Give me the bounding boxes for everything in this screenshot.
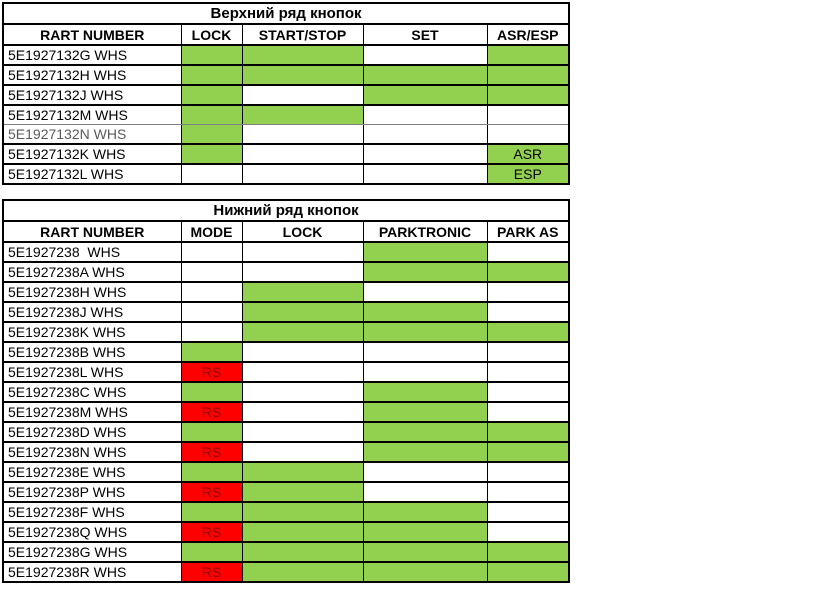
status-cell-lock[interactable] [242,322,363,342]
status-cell-start-stop[interactable] [242,125,363,145]
column-header-park-as: PARK AS [487,221,569,242]
status-cell-park-as[interactable] [487,342,569,362]
status-cell-set[interactable] [363,85,487,105]
status-cell-lock[interactable] [242,422,363,442]
table-row [3,322,569,342]
column-header-lock: LOCK [181,24,242,45]
status-cell-parktronic[interactable] [363,282,487,302]
status-cell-lock[interactable] [242,562,363,582]
table-row [3,144,569,164]
part-number-cell[interactable]: 5E1927238J WHS [3,302,181,322]
status-cell-parktronic[interactable] [363,402,487,422]
status-cell-start-stop[interactable] [242,105,363,125]
table-row [3,242,569,262]
part-number-cell[interactable]: 5E1927132M WHS [3,105,181,125]
status-cell-park-as[interactable] [487,382,569,402]
part-number-cell[interactable]: 5E1927132L WHS [3,164,181,184]
status-cell-park-as[interactable] [487,322,569,342]
status-cell-lock[interactable] [242,282,363,302]
part-number-cell[interactable]: 5E1927238G WHS [3,542,181,562]
part-number-cell[interactable]: 5E1927238B WHS [3,342,181,362]
status-cell-mode[interactable] [181,422,242,442]
part-number-cell[interactable]: 5E1927238E WHS [3,462,181,482]
table-row [3,342,569,362]
table-row [3,302,569,322]
status-cell-mode[interactable] [181,322,242,342]
table-row [3,562,569,582]
table-row [3,442,569,462]
column-header-asr-esp: ASR/ESP [487,24,569,45]
status-cell-park-as[interactable] [487,422,569,442]
table-row [3,45,569,65]
status-cell-lock[interactable] [242,402,363,422]
status-cell-lock[interactable] [181,144,242,164]
part-number-cell[interactable]: 5E1927238P WHS [3,482,181,502]
status-cell-mode[interactable]: RS [181,482,242,502]
table-row [3,382,569,402]
status-cell-start-stop[interactable] [242,45,363,65]
status-cell-park-as[interactable] [487,282,569,302]
column-header-start-stop: START/STOP [242,24,363,45]
status-cell-park-as[interactable] [487,462,569,482]
status-cell-set[interactable] [363,105,487,125]
status-cell-mode[interactable] [181,282,242,302]
column-header-set: SET [363,24,487,45]
table-row [3,105,569,125]
status-cell-parktronic[interactable] [363,262,487,282]
status-cell-parktronic[interactable] [363,442,487,462]
part-number-cell[interactable]: 5E1927132N WHS [3,125,181,145]
status-cell-park-as[interactable] [487,242,569,262]
table-row [3,522,569,542]
status-cell-start-stop[interactable] [242,164,363,184]
part-number-cell[interactable]: 5E1927238C WHS [3,382,181,402]
status-cell-parktronic[interactable] [363,382,487,402]
status-cell-lock[interactable] [242,382,363,402]
column-header-mode: MODE [181,221,242,242]
status-cell-mode[interactable] [181,502,242,522]
table-gap [2,185,819,199]
status-cell-park-as[interactable] [487,302,569,322]
status-cell-asr-esp[interactable]: ASR [487,144,569,164]
status-cell-mode[interactable] [181,242,242,262]
status-cell-mode[interactable]: RS [181,362,242,382]
status-cell-lock[interactable] [181,45,242,65]
table-row [3,362,569,382]
table-title: Нижний ряд кнопок [3,200,569,221]
status-cell-park-as[interactable] [487,362,569,382]
status-cell-park-as[interactable] [487,402,569,422]
status-cell-lock[interactable] [242,442,363,462]
status-cell-parktronic[interactable] [363,482,487,502]
part-number-cell[interactable]: 5E1927132H WHS [3,65,181,85]
status-cell-mode[interactable] [181,382,242,402]
column-header-parktronic: PARKTRONIC [363,221,487,242]
status-cell-mode[interactable] [181,302,242,322]
upper-buttons-table [2,2,570,185]
status-cell-mode[interactable] [181,542,242,562]
status-cell-lock[interactable] [242,482,363,502]
table-title-row [3,200,569,221]
status-cell-set[interactable] [363,65,487,85]
status-cell-start-stop[interactable] [242,85,363,105]
part-number-cell[interactable] [3,242,181,262]
column-header-part-number: RART NUMBER [3,221,181,242]
table-row [3,402,569,422]
status-cell-mode[interactable] [181,342,242,362]
status-cell-set[interactable] [363,144,487,164]
table-row [3,462,569,482]
table-row [3,65,569,85]
table-header-row [3,24,569,45]
status-cell-set[interactable] [363,45,487,65]
status-cell-lock[interactable] [181,85,242,105]
status-cell-asr-esp[interactable]: ESP [487,164,569,184]
status-cell-parktronic[interactable] [363,502,487,522]
table-title: Верхний ряд кнопок [3,3,569,24]
part-number-cell[interactable]: 5E1927132G WHS [3,45,181,65]
part-number-cell[interactable]: 5E1927238D WHS [3,422,181,442]
status-cell-asr-esp[interactable] [487,85,569,105]
status-cell-lock[interactable] [242,462,363,482]
part-number-cell[interactable]: 5E1927238H WHS [3,282,181,302]
part-number-cell[interactable]: 5E1927132K WHS [3,144,181,164]
status-cell-mode[interactable]: RS [181,562,242,582]
status-cell-lock[interactable] [242,342,363,362]
status-cell-parktronic[interactable] [363,302,487,322]
status-cell-park-as[interactable] [487,442,569,462]
status-cell-lock[interactable] [242,262,363,282]
table-row [3,502,569,522]
status-cell-parktronic[interactable] [363,462,487,482]
spellcheck-squiggle-text: 1927238 WHS [25,244,121,260]
status-cell-lock[interactable] [242,302,363,322]
lower-buttons-table [2,199,570,583]
status-cell-park-as[interactable] [487,522,569,542]
status-cell-mode[interactable]: RS [181,402,242,422]
status-cell-parktronic[interactable] [363,542,487,562]
status-cell-set[interactable] [363,125,487,145]
status-cell-mode[interactable]: RS [181,522,242,542]
part-number-cell[interactable]: 5E1927132J WHS [3,85,181,105]
part-number-cell[interactable]: 5E1927238K WHS [3,322,181,342]
table-row [3,282,569,302]
status-cell-parktronic[interactable] [363,422,487,442]
table-row [3,542,569,562]
table-header-row [3,221,569,242]
status-cell-parktronic[interactable] [363,242,487,262]
status-cell-start-stop[interactable] [242,144,363,164]
table-row [3,262,569,282]
status-cell-lock[interactable] [181,125,242,145]
part-number-cell[interactable]: 5E1927238F WHS [3,502,181,522]
part-number-cell[interactable]: 5E1927238L WHS [3,362,181,382]
status-cell-parktronic[interactable] [363,342,487,362]
status-cell-lock[interactable] [242,502,363,522]
part-number-cell[interactable]: 5E1927238M WHS [3,402,181,422]
status-cell-asr-esp[interactable] [487,105,569,125]
status-cell-parktronic[interactable] [363,322,487,342]
status-cell-start-stop[interactable] [242,65,363,85]
table-title-row [3,3,569,24]
table-row [3,85,569,105]
status-cell-mode[interactable]: RS [181,442,242,462]
part-number-cell[interactable]: 5E1927238Q WHS [3,522,181,542]
status-cell-park-as[interactable] [487,542,569,562]
status-cell-parktronic[interactable] [363,522,487,542]
table-row [3,164,569,184]
status-cell-set[interactable] [363,164,487,184]
column-header-lock: LOCK [242,221,363,242]
column-header-part-number: RART NUMBER [3,24,181,45]
part-number-prefix: 5E [8,244,26,260]
table-row [3,125,569,145]
status-cell-lock[interactable] [242,542,363,562]
status-cell-park-as[interactable] [487,262,569,282]
table-row [3,422,569,442]
status-cell-lock[interactable] [242,362,363,382]
table-row [3,482,569,502]
status-cell-mode[interactable] [181,262,242,282]
status-cell-park-as[interactable] [487,502,569,522]
status-cell-lock[interactable] [242,242,363,262]
part-number-cell[interactable]: 5E1927238R WHS [3,562,181,582]
status-cell-park-as[interactable] [487,482,569,502]
status-cell-lock[interactable] [181,65,242,85]
status-cell-park-as[interactable] [487,562,569,582]
status-cell-parktronic[interactable] [363,562,487,582]
status-cell-asr-esp[interactable] [487,45,569,65]
status-cell-mode[interactable] [181,462,242,482]
status-cell-lock[interactable] [242,522,363,542]
part-number-cell[interactable]: 5E1927238N WHS [3,442,181,462]
status-cell-lock[interactable] [181,164,242,184]
status-cell-asr-esp[interactable] [487,125,569,145]
part-number-cell[interactable]: 5E1927238A WHS [3,262,181,282]
status-cell-parktronic[interactable] [363,362,487,382]
status-cell-lock[interactable] [181,105,242,125]
status-cell-asr-esp[interactable] [487,65,569,85]
